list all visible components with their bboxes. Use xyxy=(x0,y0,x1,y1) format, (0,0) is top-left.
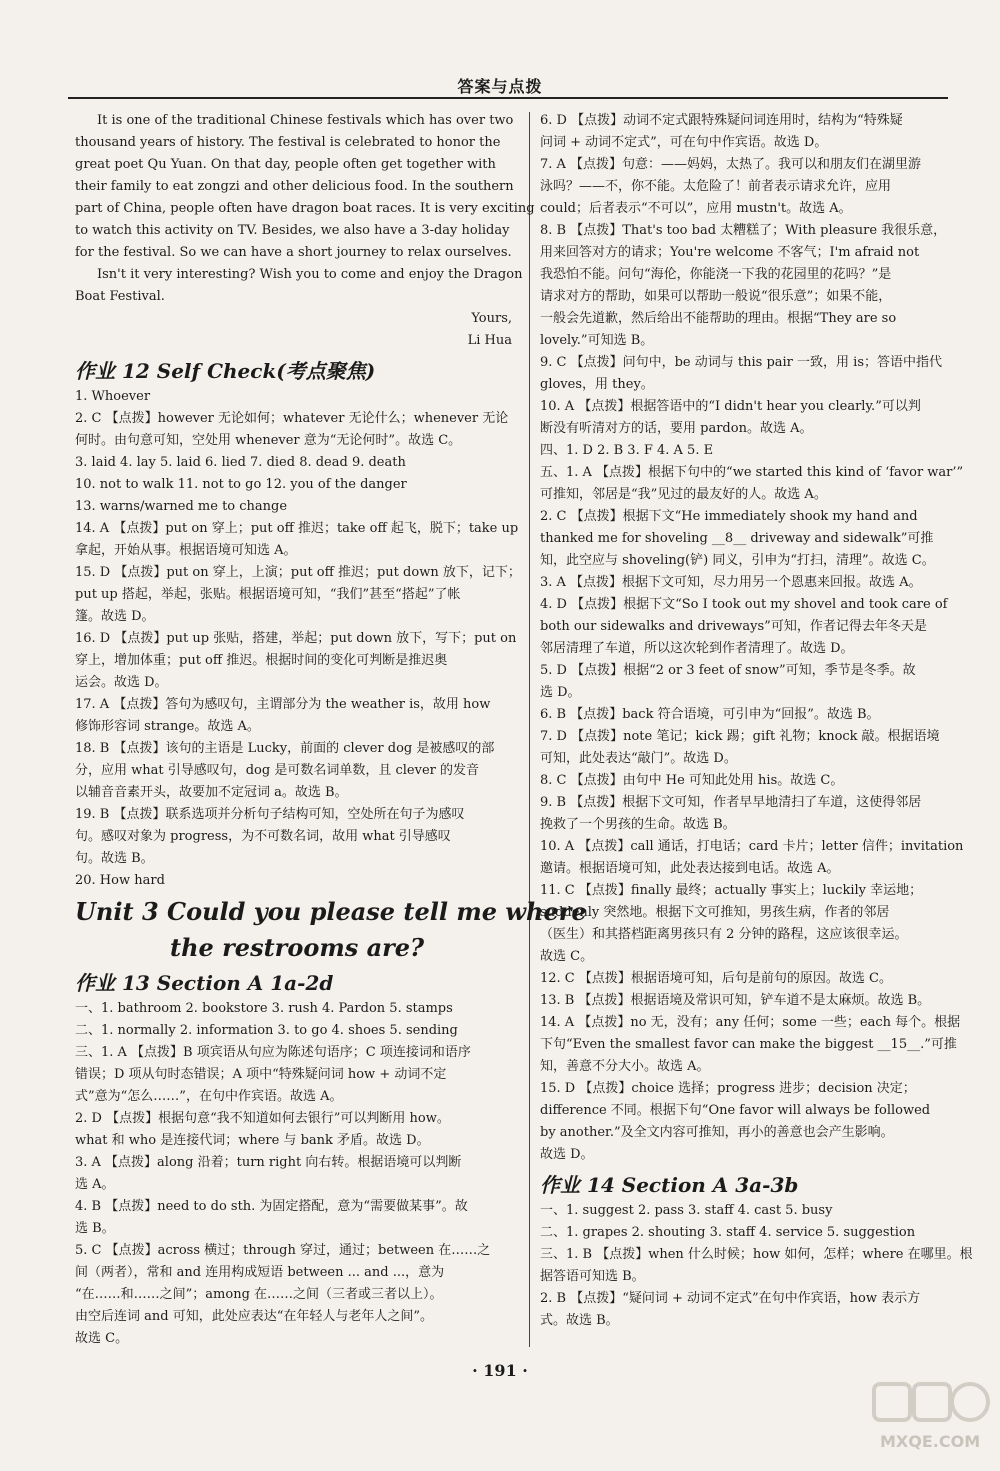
text-line: 15. D 【点拨】put on 穿上，上演；put off 推迟；put down 放下，记下； xyxy=(75,565,521,580)
text-line: 10. A 【点拨】call 通话，打电话；card 卡片；letter 信件；invitation xyxy=(540,839,964,854)
text-line: 故选 C。 xyxy=(75,1331,129,1346)
text-line: 4. B 【点拨】need to do sth. 为固定搭配，意为“需要做某事”。故 xyxy=(75,1199,468,1214)
text-line: 故选 C。 xyxy=(540,949,594,964)
text-line: 3. laid 4. lay 5. laid 6. lied 7. died 8. dead 9. death xyxy=(75,455,406,470)
unit-title: the restrooms are? xyxy=(170,933,425,962)
text-line: 邻居清理了车道，所以这次轮到作者清理了。故选 D。 xyxy=(540,641,854,656)
text-line: 3. A 【点拨】along 沿着；turn right 向右转。根据语境可以判断 xyxy=(75,1155,462,1170)
text-line: 选 B。 xyxy=(75,1221,115,1236)
text-line: difference 不同。根据下句“One favor will always be followed xyxy=(540,1103,931,1118)
text-line: 据答语可知选 B。 xyxy=(540,1269,645,1284)
text-line: 选 D。 xyxy=(540,685,581,700)
text-line: 选 A。 xyxy=(75,1177,115,1192)
text-line: 2. B 【点拨】“疑问词 + 动词不定式”在句中作宾语，how 表示方 xyxy=(540,1291,921,1306)
text-line: 16. D 【点拨】put up 张贴，搭建，举起；put down 放下，写下；put on xyxy=(75,631,517,646)
text-line: 五、1. A 【点拨】根据下句中的“we started this kind of ‘favor war’” xyxy=(540,465,964,480)
text-line: 6. B 【点拨】back 符合语境，可引申为“回报”。故选 B。 xyxy=(540,707,880,722)
text-line: 20. How hard xyxy=(75,873,165,888)
text-line: put up 搭起，举起，张贴。根据语境可知，“我们”甚至“搭起”了帐 xyxy=(75,587,461,602)
text-line: Isn't it very interesting? Wish you to come and enjoy the Dragon xyxy=(97,267,523,282)
text-line: what 和 who 是连接代词；where 与 bank 矛盾。故选 D。 xyxy=(75,1133,430,1148)
text-line: 10. not to walk 11. not to go 12. you of the danger xyxy=(75,477,407,492)
text-line: thanked me for shoveling __8__ driveway and sidewalk”可推 xyxy=(540,531,934,546)
text-line: 一、1. bathroom 2. bookstore 3. rush 4. Pardon 5. stamps xyxy=(75,1001,453,1016)
text-line: 式”意为“怎么……”，在句中作宾语。故选 A。 xyxy=(75,1089,343,1104)
text-line: 6. D 【点拨】动词不定式跟特殊疑问词连用时，结构为“特殊疑 xyxy=(540,113,903,128)
text-line: 18. B 【点拨】该句的主语是 Lucky，前面的 clever dog 是被感叹的部 xyxy=(75,741,495,756)
text-line: 5. C 【点拨】across 横过；through 穿过，通过；between 在……之 xyxy=(75,1243,491,1258)
text-line: 19. B 【点拨】联系选项并分析句子结构可知，空处所在句子为感叹 xyxy=(75,807,465,822)
text-line: 8. C 【点拨】由句中 He 可知此处用 his。故选 C。 xyxy=(540,773,844,788)
text-line: 何时。由句意可知，空处用 whenever 意为“无论何时”。故选 C。 xyxy=(75,433,462,448)
text-line: 二、1. normally 2. information 3. to go 4. shoes 5. sending xyxy=(75,1023,458,1038)
text-line: 分，应用 what 引导感叹句，dog 是可数名词单数，且 clever 的发音 xyxy=(75,763,479,778)
text-line: 篷。故选 D。 xyxy=(75,609,155,624)
page-header: 答案与点拨 xyxy=(457,77,543,96)
text-line: 13. warns/warned me to change xyxy=(75,499,288,514)
unit-title: Unit 3 Could you please tell me where xyxy=(75,897,587,926)
text-line: 10. A 【点拨】根据答语中的“I didn't hear you clearly.”可以判 xyxy=(540,399,921,414)
signature-line: Yours, xyxy=(471,311,512,326)
text-line: great poet Qu Yuan. On that day, people often get together with xyxy=(75,157,496,172)
signature-line: Li Hua xyxy=(467,333,512,348)
text-line: 4. D 【点拨】根据下文“So I took out my shovel and took care of xyxy=(540,597,948,612)
text-line: 11. C 【点拨】finally 最终；actually 事实上；luckily 幸运地； xyxy=(540,883,923,898)
text-line: lovely.”可知选 B。 xyxy=(540,333,654,348)
text-line: 由空后连词 and 可知，此处应表达“在年轻人与老年人之间”。 xyxy=(75,1309,434,1324)
text-line: 3. A 【点拨】根据下文可知，尽力用另一个恩惠来回报。故选 A。 xyxy=(540,575,922,590)
text-line: could；后者表示“不可以”，应用 mustn't。故选 A。 xyxy=(540,201,852,216)
text-line: 15. D 【点拨】choice 选择；progress 进步；decision 决定； xyxy=(540,1081,916,1096)
text-line: 7. D 【点拨】note 笔记；kick 踢；gift 礼物；knock 敲。根据语境 xyxy=(540,729,940,744)
text-line: 1. Whoever xyxy=(75,389,151,404)
text-line: 14. A 【点拨】put on 穿上；put off 推迟；take off 起飞，脱下；take up xyxy=(75,521,519,536)
column-divider xyxy=(529,112,530,1347)
text-line: 9. B 【点拨】根据下文可知，作者早早地清扫了车道，这使得邻居 xyxy=(540,795,922,810)
text-line: suddenly 突然地。根据下文可推知，男孩生病，作者的邻居 xyxy=(540,905,890,920)
watermark-logo xyxy=(872,1378,990,1430)
text-line: gloves，用 they。 xyxy=(540,377,654,392)
text-line: their family to eat zongzi and other delicious food. In the southern xyxy=(75,179,514,194)
text-line: 17. A 【点拨】答句为感叹句，主谓部分为 the weather is，故用 how xyxy=(75,697,491,712)
text-line: 问词 + 动词不定式”，可在句中作宾语。故选 D。 xyxy=(540,135,828,150)
text-line: 请求对方的帮助，如果可以帮助一般说“很乐意”；如果不能， xyxy=(540,289,892,304)
text-line: 三、1. B 【点拨】when 什么时候；how 如何，怎样；where 在哪里。根 xyxy=(540,1247,973,1262)
text-line: 间（两者），常和 and 连用构成短语 between ... and ...，意为 xyxy=(75,1265,445,1280)
text-line: 三、1. A 【点拨】B 项宾语从句应为陈述句语序；C 项连接词和语序 xyxy=(75,1045,471,1060)
text-line: 2. D 【点拨】根据句意“我不知道如何去银行”可以判断用 how。 xyxy=(75,1111,450,1126)
text-line: 用来回答对方的请求；You're welcome 不客气；I'm afraid not xyxy=(540,245,920,260)
text-line: thousand years of history. The festival is celebrated to honor the xyxy=(75,135,501,150)
text-line: 可推知，邻居是“我”见过的最友好的人。故选 A。 xyxy=(540,487,827,502)
text-line: 式。故选 B。 xyxy=(540,1313,619,1328)
text-line: Boat Festival. xyxy=(75,289,165,304)
text-line: 5. D 【点拨】根据“2 or 3 feet of snow”可知，季节是冬季。故 xyxy=(540,663,916,678)
text-line: 知，善意不分大小。故选 A。 xyxy=(540,1059,710,1074)
page-number: · 191 · xyxy=(472,1361,528,1380)
text-line: 一、1. suggest 2. pass 3. staff 4. cast 5. busy xyxy=(540,1203,833,1218)
text-line: 知，此空应与 shoveling(铲) 同义，引申为“打扫，清理”。故选 C。 xyxy=(540,553,935,568)
text-line: 7. A 【点拨】句意：——妈妈，太热了。我可以和朋友们在湖里游 xyxy=(540,157,922,172)
text-line: 14. A 【点拨】no 无，没有；any 任何；some 一些；each 每个。根据 xyxy=(540,1015,961,1030)
text-line: 句。感叹对象为 progress，为不可数名词，故用 what 引导感叹 xyxy=(75,829,451,844)
text-line: 12. C 【点拨】根据语境可知，后句是前句的原因。故选 C。 xyxy=(540,971,892,986)
text-line: 以辅音音素开头，故要加不定冠词 a。故选 B。 xyxy=(75,785,348,800)
text-line: 2. C 【点拨】however 无论如何；whatever 无论什么；whenever 无论 xyxy=(75,411,509,426)
text-line: 断没有听清对方的话，要用 pardon。故选 A。 xyxy=(540,421,813,436)
text-line: 13. B 【点拨】根据语境及常识可知，铲车道不是太麻烦。故选 B。 xyxy=(540,993,931,1008)
text-line: 下句“Even the smallest favor can make the biggest __15__.”可推 xyxy=(540,1037,957,1052)
text-line: 修饰形容词 strange。故选 A。 xyxy=(75,719,260,734)
text-line: 二、1. grapes 2. shouting 3. staff 4. service 5. suggestion xyxy=(540,1225,916,1240)
text-line: 一般会先道歉，然后给出不能帮助的理由。根据“They are so xyxy=(540,311,897,326)
text-line: by another.”及全文内容可推知，再小的善意也会产生影响。 xyxy=(540,1125,894,1140)
text-line: 运会。故选 D。 xyxy=(75,675,168,690)
text-line: part of China, people often have dragon boat races. It is very exciting xyxy=(75,201,535,216)
section-heading: 作业 13 Section A 1a-2d xyxy=(75,971,334,995)
text-line: 挽救了一个男孩的生命。故选 B。 xyxy=(540,817,736,832)
text-line: 句。故选 B。 xyxy=(75,851,154,866)
text-line: 错误；D 项从句时态错误；A 项中“特殊疑问词 how + 动词不定 xyxy=(75,1067,447,1082)
section-heading: 作业 12 Self Check(考点聚焦) xyxy=(75,359,376,383)
text-line: both our sidewalks and driveways”可知，作者记得去年冬天是 xyxy=(540,619,927,634)
text-line: “在……和……之间”；among 在……之间（三者或三者以上）。 xyxy=(75,1287,443,1302)
text-line: It is one of the traditional Chinese festivals which has over two xyxy=(97,113,514,128)
text-line: 泳吗？——不，你不能。太危险了！前者表示请求允许，应用 xyxy=(540,179,892,194)
text-line: 拿起，开始从事。根据语境可知选 A。 xyxy=(75,543,297,558)
right-column xyxy=(540,110,985,1332)
text-line: 我恐怕不能。问句“海伦，你能浇一下我的花园里的花吗？”是 xyxy=(540,267,892,282)
text-line: 可知，此处表达“敲门”。故选 D。 xyxy=(540,751,737,766)
text-line: 邀请。根据语境可知，此处表达接到电话。故选 A。 xyxy=(540,861,840,876)
text-line: 四、1. D 2. B 3. F 4. A 5. E xyxy=(540,443,714,458)
text-line: to watch this activity on TV. Besides, we also have a 3-day holiday xyxy=(75,223,510,238)
section-heading: 作业 14 Section A 3a-3b xyxy=(540,1173,799,1197)
watermark-site: MXQE.COM xyxy=(880,1432,981,1451)
text-line: 穿上，增加体重；put off 推迟。根据时间的变化可判断是推迟奥 xyxy=(75,653,448,668)
header-rule xyxy=(68,97,948,99)
text-line: 8. B 【点拨】That's too bad 太糟糕了；With pleasure 我很乐意， xyxy=(540,223,947,238)
text-line: 2. C 【点拨】根据下文“He immediately shook my hand and xyxy=(540,509,918,524)
text-line: 9. C 【点拨】问句中，be 动词与 this pair 一致，用 is；答语中指代 xyxy=(540,355,942,370)
text-line: （医生）和其搭档距离男孩只有 2 分钟的路程，这应该很幸运。 xyxy=(540,927,908,942)
text-line: for the festival. So we can have a short journey to relax ourselves. xyxy=(75,245,512,260)
text-line: 故选 D。 xyxy=(540,1147,594,1162)
